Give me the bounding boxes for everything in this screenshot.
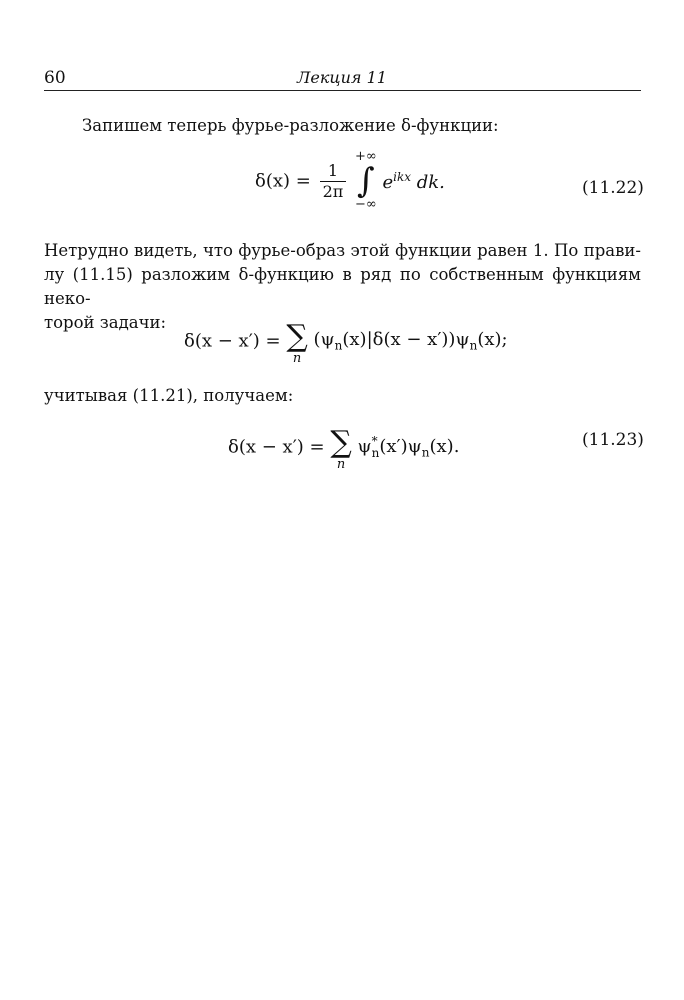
eq1-lower-limit: −∞ [355, 197, 377, 212]
eq2-sum-index: n [292, 351, 302, 366]
eq3-body-a: ψ [357, 436, 372, 458]
eq2-sum [286, 316, 307, 366]
eq1-upper-limit: +∞ [355, 149, 377, 164]
eq2-sub-2: n [469, 338, 478, 353]
equation-number-11-22: (11.22) [582, 178, 644, 198]
paragraph-body-line-3: торой задачи: [44, 313, 167, 332]
integral-symbol: ∫ [357, 161, 375, 201]
header-rule [44, 90, 641, 91]
sum-symbol: ∑ [286, 319, 308, 354]
eq1-frac-den: 2π [322, 181, 344, 201]
eq2-body [313, 329, 508, 353]
eq3-sup-1: * [371, 434, 378, 449]
sum-symbol: ∑ [330, 425, 352, 460]
eq1-body-tail: dk. [411, 171, 445, 193]
eq1-fraction [320, 161, 347, 202]
eq3-sub-1: n [371, 445, 380, 460]
eq1-body [382, 169, 445, 193]
eq3-body-b: (x′)ψ [379, 436, 422, 458]
eq3-body [357, 434, 460, 460]
eq1-integral [355, 150, 377, 212]
paragraph-intro: Запишем теперь фурье-разложение δ-функции: [82, 116, 499, 135]
equation-number-11-23: (11.23) [582, 430, 644, 450]
eq3-sum [330, 422, 351, 472]
equation-11-22 [255, 150, 445, 212]
eq2-body-a: (ψ [313, 329, 335, 351]
paragraph-result: учитывая (11.21), получаем: [44, 386, 294, 405]
eq1-frac-num: 1 [320, 161, 347, 182]
equation-expansion [184, 316, 508, 366]
eq1-body-base: e [382, 171, 394, 193]
running-title: Лекция 11 [297, 68, 387, 87]
eq1-body-exp: ikx [393, 169, 412, 184]
eq2-lhs: δ(x − x′) = [184, 330, 281, 352]
equation-11-23 [228, 422, 459, 472]
eq2-body-c: (x); [477, 329, 508, 351]
page-number: 60 [44, 68, 66, 88]
eq3-sub-2: n [421, 445, 430, 460]
eq1-lhs: δ(x) = [255, 170, 311, 192]
paragraph-body-line-1: Нетрудно видеть, что фурье-образ этой функции равен 1. По прави- [44, 241, 641, 260]
eq2-body-b: (x)|δ(x − x′))ψ [342, 329, 470, 351]
paragraph-body-line-2: лу (11.15) разложим δ-функцию в ряд по собственным функциям неко- [44, 265, 641, 308]
eq3-sum-index: n [336, 457, 346, 472]
eq3-body-c: (x). [429, 436, 460, 458]
eq3-lhs: δ(x − x′) = [228, 436, 325, 458]
eq2-sub-1: n [334, 338, 343, 353]
